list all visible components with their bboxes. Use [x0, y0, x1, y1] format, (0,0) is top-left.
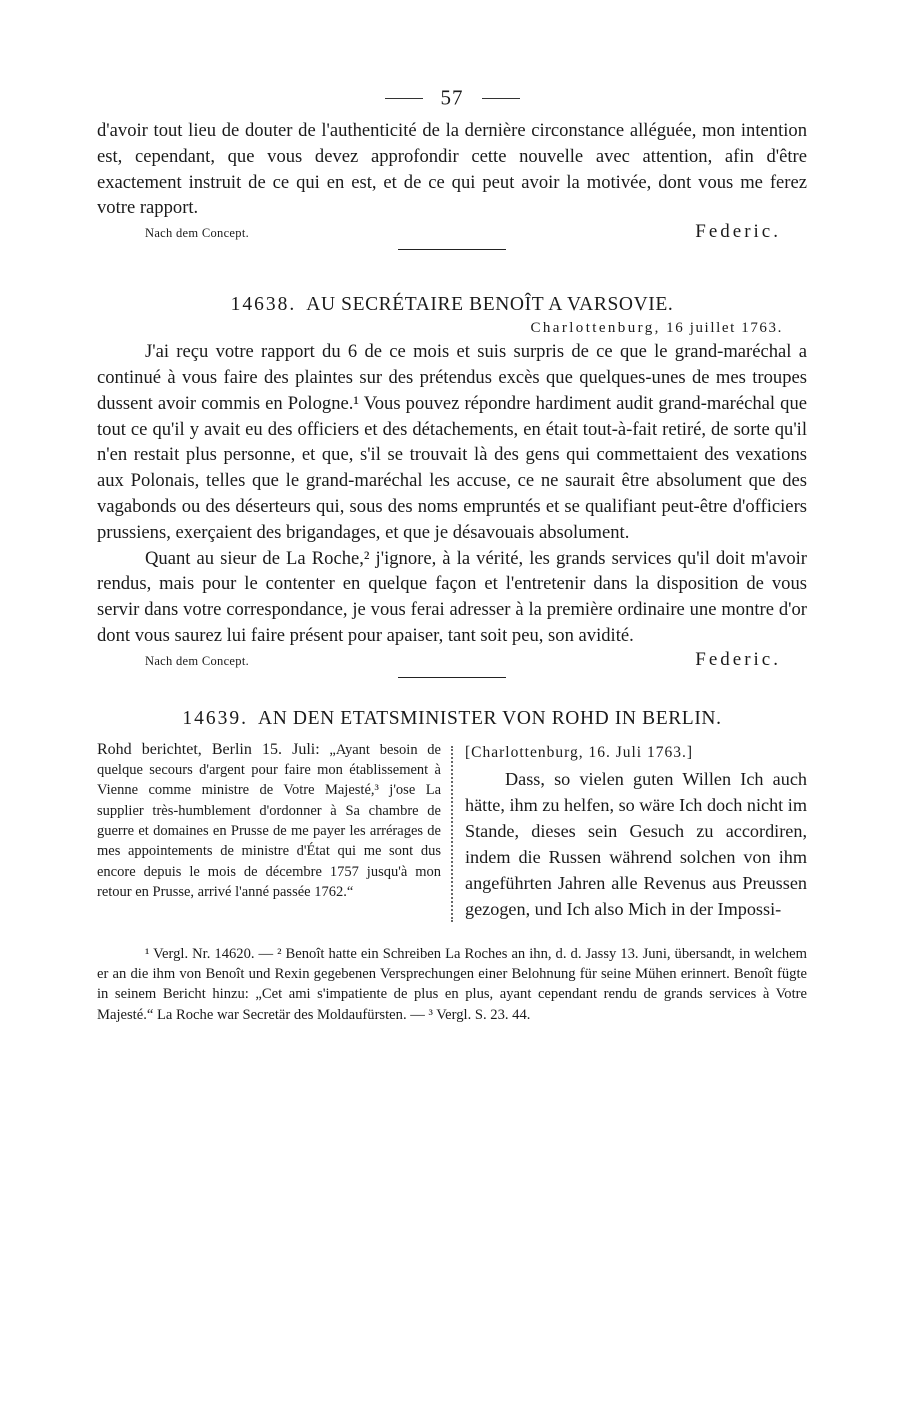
reply-dateline: [Charlottenburg, 16. Juli 1763.] [465, 743, 694, 761]
source-note: Nach dem Concept. [145, 653, 250, 668]
header-rule-left [385, 98, 423, 99]
section-separator [398, 677, 506, 678]
letter-number: 14639. [182, 707, 249, 729]
reply-column [453, 740, 807, 922]
letter-paragraph: Quant au sieur de La Roche,² j'ignore, à la vérité, les grands services qu'il doit m'avoir rendus, mais pour le contenter en quelque façon et l'entretenir dans la disposition de vous servir dans votre correspondance, je vous ferai adresser à la première ordinaire une montre d'or dont vous saurez lui faire présent pour apaiser, tant soit peu, son avidité. [97, 547, 807, 646]
source-note: Nach dem Concept. [145, 226, 250, 241]
page-header [97, 84, 807, 118]
signature: Federic. [695, 648, 781, 670]
report-lead: Rohd berichtet, Berlin 15. Juli: [97, 740, 320, 758]
header-rule-right [482, 98, 520, 99]
footnotes: ¹ Vergl. Nr. 14620. — ² Benoît hatte ein Schreiben La Roches an ihn, d. d. Jassy 13. Juni, übersandt, in welchem er an die ihm von Benoît und Rexin gegebenen Versprechungen einer Belohnung für seine Mühen erinnert. Benoît fügte in seinem Bericht hinzu: „Cet ami s'impatiente de plus en plus, ayant cependant rendu de grands services à Votre Majesté.“ La Roche war Secretär des Moldaufürsten. — ³ Vergl. S. 23. 44. [97, 945, 807, 1023]
continuation-text: d'avoir tout lieu de douter de l'authenticité de la dernière circonstance alléguée, mon intention est, cependant, que vous devez approfondir cette nouvelle avec attention, afin d'être exactement instruit de ce qui en est, et de ce qui peut avoir la motivée, dont vous me ferez votre rapport. [97, 120, 807, 219]
letter-heading-14638 [97, 294, 807, 316]
reply-text: Dass, so vielen guten Willen Ich auch hätte, ihm zu helfen, so wäre Ich doch nicht im Stande, dieses sein Gesuch zu accordiren, indem die Russen während solchen von ihm angeführten Jahren alle Revenus aus Preussen gezogen, und Ich also Mich in der Impossi- [465, 768, 807, 919]
letter-number: 14638. [230, 294, 297, 316]
letter-closing [97, 649, 807, 677]
dateline-place: Charlottenburg, [530, 320, 661, 337]
dateline-date: 16 juillet 1763. [666, 320, 783, 337]
letter-title: AU SECRÉTAIRE BENOÎT A VARSOVIE. [306, 294, 674, 316]
letter-dateline [97, 320, 783, 337]
page-number: 57 [440, 85, 464, 110]
report-summary-column [97, 740, 451, 922]
signature: Federic. [695, 221, 781, 243]
continuation-closing [97, 221, 807, 249]
section-separator [398, 249, 506, 250]
report-quote: „Ayant besoin de quelque secours d'argent pour faire mon établissement à Vienne comme ministre de Votre Majesté,³ j'ose La supplier très-humblement d'ordonner à Sa chambre de guerre et domaines en Prusse de me payer les arrérages de mes appointements de ministre d'État qui me sont dus encore depuis le mois de décembre 1757 jusqu'à mon retour en Prusse, arrivé l'anné passée 1762.“ [97, 741, 441, 900]
two-column-block [97, 740, 807, 922]
document-page [97, 84, 807, 1040]
letter-title: AN DEN ETATSMINISTER VON ROHD IN BERLIN. [258, 707, 722, 729]
letter-paragraph: J'ai reçu votre rapport du 6 de ce mois et suis surpris de ce que le grand-maréchal a continué à vous faire des plaintes sur des prétendus excès que quelques-unes de mes troupes dussent avoir commis en Pologne.¹ Vous pouvez répondre hardiment audit grand-maréchal que tout ce qu'il y avait eu des officiers et des détachements, en était tout-à-fait retiré, de sorte qu'il n'en restait plus personne, et que, s'il se trouvait là des gens qui commettaient des vexations aux Polonais, telles que le grand-maréchal les accuse, ce ne saurait être absolument que des vagabonds ou des déserteurs qui, sous des noms empruntés et se qualifiant peut-être d'officiers prussiens, exerçaient des brigandages, et que je désavouais absolument. [97, 341, 807, 543]
letter-heading-14639 [97, 708, 807, 730]
